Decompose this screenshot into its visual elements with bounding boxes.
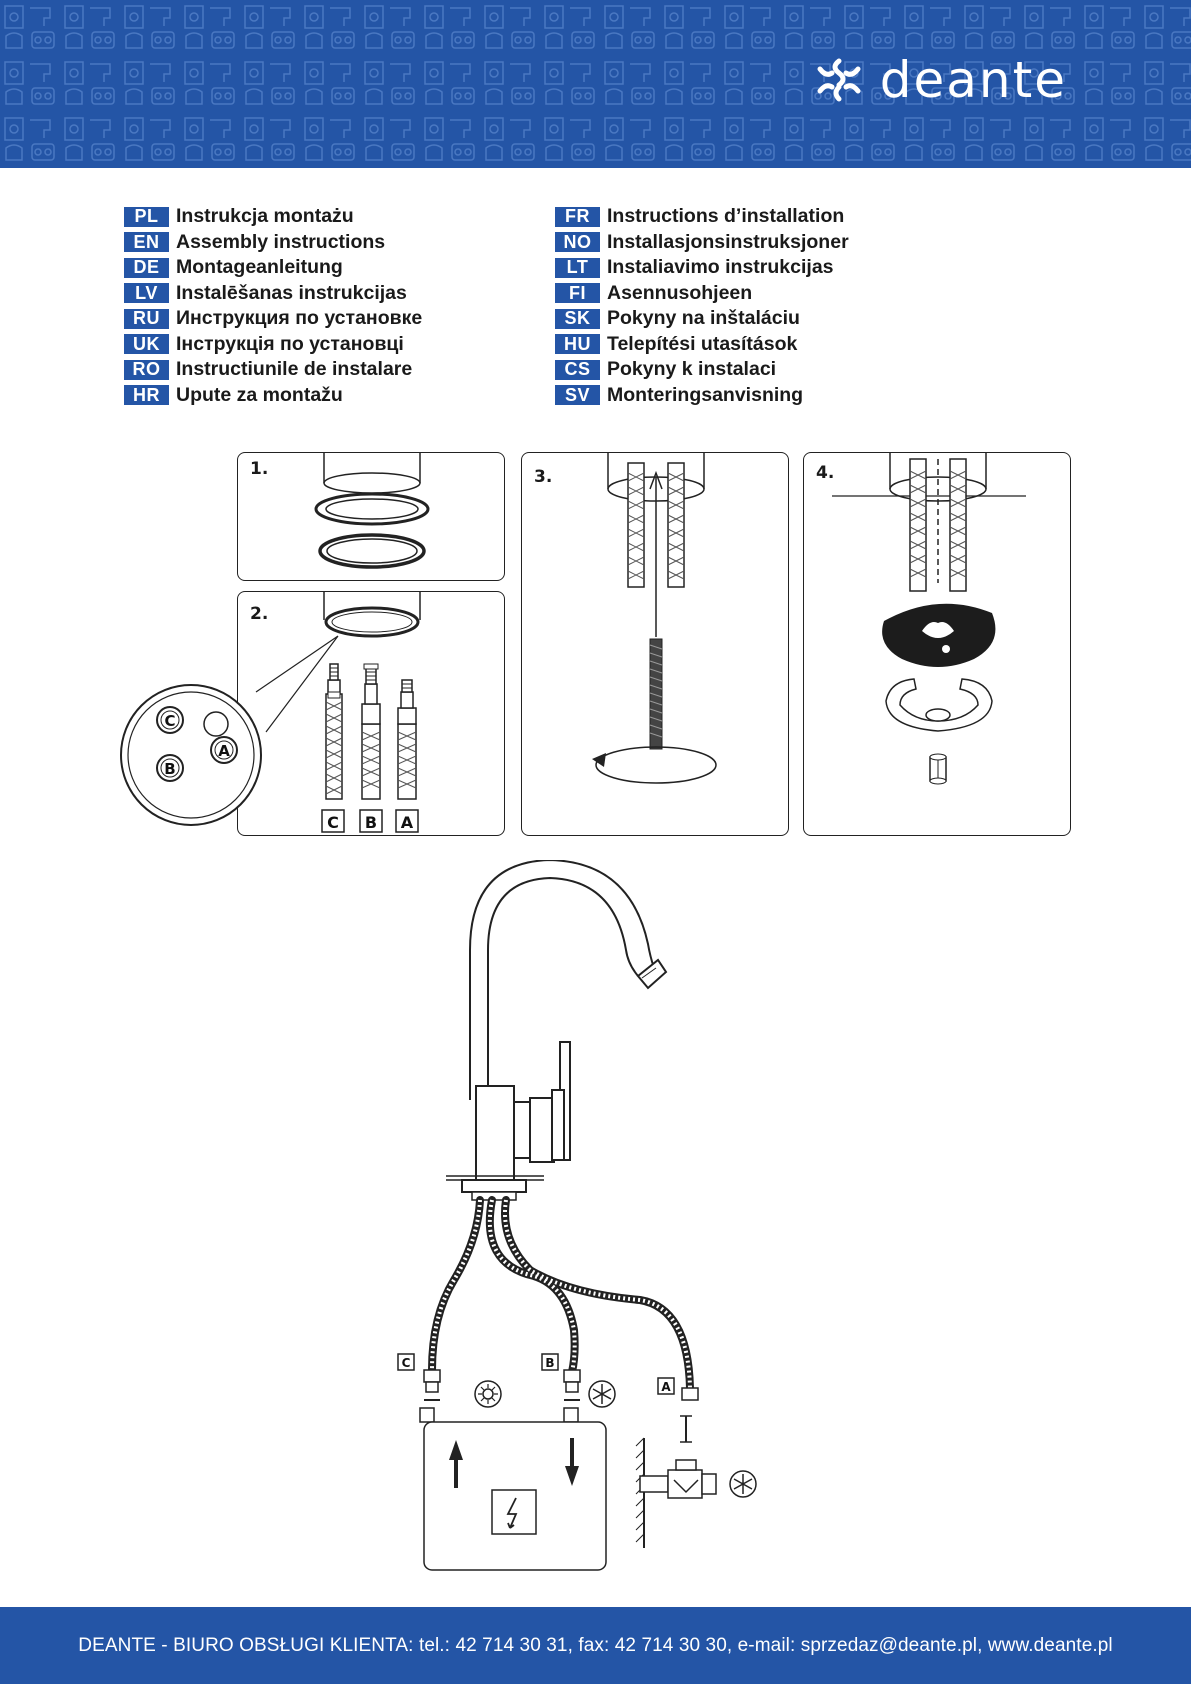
language-code-badge: HR (124, 385, 169, 405)
language-instruction-title: Instructiunile de instalare (176, 358, 413, 380)
language-code-badge: FR (555, 207, 600, 227)
language-code-badge: FI (555, 283, 600, 303)
language-row (555, 334, 849, 355)
mounting-bracket-illustration (804, 453, 1071, 836)
step-2-number: 2. (250, 604, 269, 624)
language-row (124, 308, 422, 329)
language-row (555, 232, 849, 253)
step-1-panel (237, 452, 505, 581)
language-row (124, 283, 422, 304)
language-row (124, 385, 422, 406)
electric-icon (492, 1490, 536, 1534)
language-instruction-title: Instalēšanas instrukcijas (176, 281, 407, 304)
hole-label-b: B (164, 760, 176, 778)
language-code-badge: LV (124, 283, 169, 303)
language-code-badge: RO (124, 360, 169, 380)
language-code-badge: EN (124, 232, 169, 252)
language-code-badge: PL (124, 207, 169, 227)
language-code-badge: SK (555, 309, 600, 329)
language-code-badge: DE (124, 258, 169, 278)
language-instruction-title: Инструкция по установке (176, 307, 423, 329)
hole-label-c: C (164, 712, 176, 730)
cold-water-supply-icon (730, 1471, 756, 1497)
language-list-right (555, 206, 849, 406)
language-row (555, 308, 849, 329)
brand-logo (810, 51, 1067, 109)
language-row (124, 206, 422, 227)
language-instruction-title: Asennusohjeen (607, 281, 753, 304)
gasket-rings-illustration (238, 453, 505, 581)
language-instruction-title: Instaliavimo instrukcijas (607, 256, 834, 278)
contact-info: DEANTE - BIURO OBSŁUGI KLIENTA: tel.: 42 714 30 31, fax: 42 714 30 30, e-mail: sprzedaz@deante.pl, www.deante.pl (78, 1634, 1113, 1656)
hose-label-a: A (400, 813, 414, 832)
page-header (0, 0, 1191, 168)
language-instruction-title: Instrukcja montażu (176, 205, 354, 227)
language-code-badge: CS (555, 360, 600, 380)
language-row (124, 232, 422, 253)
language-row (555, 359, 849, 380)
step-2-panel (237, 591, 505, 836)
main-label-a: A (661, 1380, 671, 1394)
language-instruction-title: Інструкція по установці (176, 332, 404, 355)
language-instruction-title: Pokyny k instalaci (607, 358, 777, 380)
deante-flower-logo-icon (810, 55, 868, 105)
language-instruction-title: Assembly instructions (176, 230, 386, 253)
language-row (555, 257, 849, 278)
language-row (555, 283, 849, 304)
language-code-badge: RU (124, 309, 169, 329)
hose-label-b: B (364, 813, 378, 832)
language-row (124, 359, 422, 380)
main-label-c: C (401, 1356, 411, 1370)
brand-name: deante (879, 51, 1067, 109)
step-4-panel (803, 452, 1071, 836)
step-3-panel (521, 452, 789, 836)
step-4-number: 4. (816, 463, 835, 483)
faucet-installation-diagram (380, 860, 780, 1572)
hoses-illustration (238, 592, 505, 836)
language-instruction-title: Upute za montažu (176, 383, 343, 406)
cold-water-icon (589, 1381, 615, 1407)
language-row (124, 257, 422, 278)
language-instruction-title: Pokyny na inštaláciu (607, 307, 800, 329)
hose-label-c: C (327, 813, 339, 832)
hose-screw-in-illustration (522, 453, 789, 836)
hot-water-icon (475, 1381, 501, 1407)
language-instruction-title: Telepítési utasítások (607, 332, 798, 355)
language-code-badge: UK (124, 334, 169, 354)
main-label-b: B (545, 1356, 555, 1370)
language-row (555, 206, 849, 227)
step-3-number: 3. (534, 467, 553, 487)
language-list-left (124, 206, 422, 406)
language-instruction-title: Montageanleitung (176, 256, 343, 278)
language-code-badge: SV (555, 385, 600, 405)
language-code-badge: LT (555, 258, 600, 278)
language-code-badge: HU (555, 334, 600, 354)
step-1-number: 1. (250, 459, 269, 479)
page-footer (0, 1607, 1191, 1684)
language-instruction-title: Instructions d’installation (607, 205, 845, 227)
hole-label-a: A (218, 742, 230, 760)
language-instruction-title: Monteringsanvisning (607, 383, 804, 406)
language-code-badge: NO (555, 232, 600, 252)
hose-holes-detail-circle (116, 680, 266, 830)
language-row (555, 385, 849, 406)
language-instruction-title: Installasjonsinstruksjoner (607, 230, 849, 253)
language-row (124, 334, 422, 355)
